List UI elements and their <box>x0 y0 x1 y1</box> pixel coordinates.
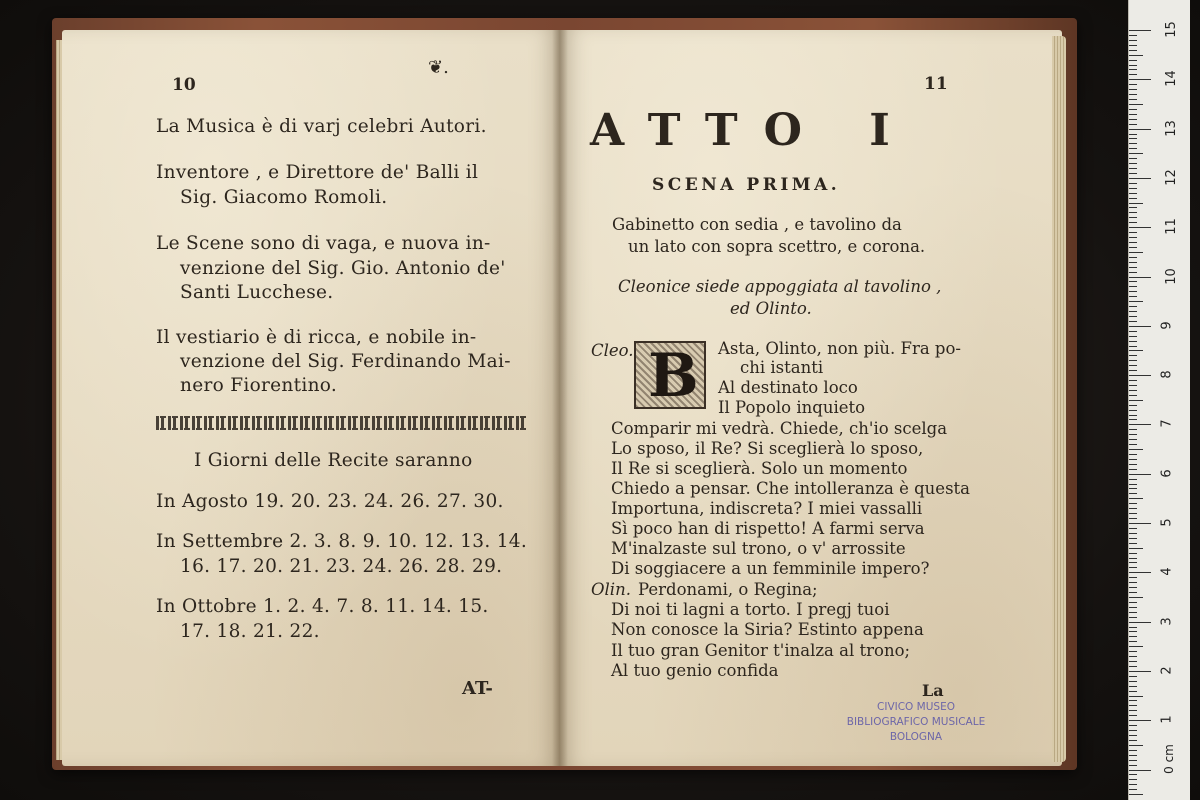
ruler-tick <box>1129 109 1137 110</box>
ruler-tick <box>1129 627 1137 628</box>
ruler-number: 6 <box>1159 469 1175 478</box>
ruler-tick <box>1129 582 1137 583</box>
ruler-tick <box>1129 390 1137 391</box>
ruler-tick <box>1129 370 1137 371</box>
ruler-tick <box>1129 587 1137 588</box>
ruler-tick <box>1129 755 1137 756</box>
ruler-tick <box>1129 464 1137 465</box>
ruler-tick <box>1129 232 1137 233</box>
stamp-line: CIVICO MUSEO <box>877 701 955 713</box>
ruler-tick <box>1129 222 1137 223</box>
ruler-tick <box>1129 173 1137 174</box>
ruler-tick <box>1129 415 1137 416</box>
ruler-tick <box>1129 617 1137 618</box>
ruler-tick <box>1129 40 1137 41</box>
right-page-number: 11 <box>924 74 948 94</box>
ruler-tick <box>1129 750 1137 751</box>
ruler-tick <box>1129 641 1137 642</box>
act-title: ATTO I <box>590 105 916 156</box>
speaker-olinto: Olin. <box>591 580 631 599</box>
ruler-tick <box>1129 45 1137 46</box>
credit-ballet-line2: Sig. Giacomo Romoli. <box>180 187 388 208</box>
ruler-tick <box>1129 681 1137 682</box>
scene-title: SCENA PRIMA. <box>652 175 841 195</box>
ruler-number: 11 <box>1163 218 1179 235</box>
ruler-tick <box>1129 227 1151 228</box>
ruler-tick <box>1129 774 1137 775</box>
ruler-tick <box>1129 35 1137 36</box>
ruler-tick <box>1129 484 1137 485</box>
ruler-tick <box>1129 646 1143 647</box>
credit-costumes-line2: venzione del Sig. Ferdinando Mai- <box>180 351 511 372</box>
stage-direction-1-line1: Gabinetto con sedia , e tavolino da <box>612 215 902 234</box>
ruler-tick <box>1129 262 1137 263</box>
ruler-tick <box>1129 745 1143 746</box>
verse-line: Lo sposo, il Re? Si sceglierà lo sposo, <box>611 439 924 458</box>
ruler-tick <box>1129 99 1137 100</box>
ruler-tick <box>1129 419 1137 420</box>
ruler-tick <box>1129 257 1137 258</box>
ruler-tick <box>1129 760 1137 761</box>
ornamental-divider <box>156 416 526 430</box>
ruler-tick <box>1129 715 1137 716</box>
verse-line: Sì poco han di rispetto! A farmi serva <box>611 519 925 538</box>
ruler-tick <box>1129 326 1151 327</box>
ruler-tick <box>1129 237 1137 238</box>
verse-line: Perdonami, o Regina; <box>638 580 818 599</box>
ruler-tick <box>1129 119 1137 120</box>
ruler-number: 9 <box>1159 321 1175 330</box>
ruler-tick <box>1129 65 1137 66</box>
ruler-tick <box>1129 252 1143 253</box>
drop-cap-initial <box>634 341 706 409</box>
ruler-tick <box>1129 454 1137 455</box>
ruler-tick <box>1129 523 1151 524</box>
ruler-tick <box>1129 592 1137 593</box>
ruler-tick <box>1129 691 1137 692</box>
ruler-tick <box>1129 188 1137 189</box>
ruler-tick <box>1129 163 1137 164</box>
drop-cap-letter: B <box>648 341 699 411</box>
stage-direction-2-line2: ed Olinto. <box>730 299 812 318</box>
ruler-number: 13 <box>1163 119 1179 137</box>
ruler-tick <box>1129 651 1137 652</box>
ruler-tick <box>1129 676 1137 677</box>
stage-direction-2-line1: Cleonice siede appoggiata al tavolino , <box>618 277 942 296</box>
ruler-tick <box>1129 321 1137 322</box>
ruler-number: 1 <box>1159 715 1175 724</box>
verse-line: Non conosce la Siria? Estinto appena <box>611 620 924 639</box>
dates-october-line1: In Ottobre 1. 2. 4. 7. 8. 11. 14. 15. <box>156 596 489 617</box>
credit-scenes-line3: Santi Lucchese. <box>180 282 334 303</box>
ruler-tick <box>1129 493 1137 494</box>
ruler-tick <box>1129 538 1137 539</box>
ruler-number: 8 <box>1159 370 1175 379</box>
ruler-tick <box>1129 129 1151 130</box>
ruler-tick <box>1129 30 1151 31</box>
credit-costumes-line3: nero Fiorentino. <box>180 375 338 396</box>
ruler-tick <box>1129 134 1137 135</box>
ruler-tick <box>1129 567 1137 568</box>
ruler-tick <box>1129 720 1151 721</box>
ruler-tick <box>1129 607 1137 608</box>
ruler-number: 12 <box>1163 169 1179 186</box>
book-gutter <box>552 30 568 766</box>
ruler-tick <box>1129 350 1143 351</box>
ruler-tick <box>1129 380 1137 381</box>
verse-line: Il tuo gran Genitor t'inalza al trono; <box>611 641 911 660</box>
ruler-tick <box>1129 346 1137 347</box>
ruler-number: 4 <box>1159 567 1175 576</box>
left-page-number: 10 <box>172 75 196 95</box>
ruler-tick <box>1129 331 1137 332</box>
verse-line: Il Popolo inquieto <box>718 398 866 417</box>
verse-line: Il Re si sceglierà. Solo un momento <box>611 459 908 478</box>
ruler-tick <box>1129 311 1137 312</box>
ruler-tick <box>1129 424 1151 425</box>
stage-direction-1-line2: un lato con sopra scettro, e corona. <box>628 237 926 256</box>
ruler-tick <box>1129 784 1137 785</box>
verse-line: Chiedo a pensar. Che intolleranza è questa <box>611 479 971 498</box>
ruler-tick <box>1129 385 1137 386</box>
ruler-tick <box>1129 429 1137 430</box>
header-ornament: ❦. <box>428 57 449 78</box>
verse-line: Di noi ti lagni a torto. I pregj tuoi <box>611 600 890 619</box>
left-page <box>62 30 560 766</box>
speaker-cleonice: Cleo. <box>591 341 634 360</box>
ruler-tick <box>1129 148 1137 149</box>
ruler-tick <box>1129 217 1137 218</box>
ruler-tick <box>1129 686 1137 687</box>
ruler-tick <box>1129 114 1137 115</box>
credit-music: La Musica è di varj celebri Autori. <box>156 116 487 137</box>
ruler-tick <box>1129 740 1137 741</box>
ruler-tick <box>1129 375 1151 376</box>
recitals-heading: I Giorni delle Recite saranno <box>194 450 473 471</box>
ruler-tick <box>1129 612 1137 613</box>
credit-scenes-line2: venzione del Sig. Gio. Antonio de' <box>180 258 506 279</box>
ruler-tick <box>1129 50 1137 51</box>
ruler-tick <box>1129 168 1137 169</box>
ruler-tick <box>1129 400 1143 401</box>
dates-august: In Agosto 19. 20. 23. 24. 26. 27. 30. <box>156 491 504 512</box>
ruler-tick <box>1129 518 1137 519</box>
right-page-edges <box>1052 36 1066 762</box>
ruler-number: 7 <box>1159 419 1175 429</box>
stamp-line: BIBLIOGRAFICO MUSICALE <box>846 716 986 728</box>
ruler-tick <box>1129 710 1137 711</box>
ruler-tick <box>1129 365 1137 366</box>
ruler-tick <box>1129 548 1143 549</box>
ruler-tick <box>1129 661 1137 662</box>
ruler-tick <box>1129 212 1137 213</box>
ruler-tick <box>1129 636 1137 637</box>
ruler-tick <box>1129 267 1137 268</box>
ruler-tick <box>1129 503 1137 504</box>
ruler-tick <box>1129 74 1137 75</box>
ruler-tick <box>1129 434 1137 435</box>
ruler-tick <box>1129 543 1137 544</box>
right-catchword: La <box>922 681 944 700</box>
ruler-tick <box>1129 104 1143 105</box>
ruler-tick <box>1129 508 1137 509</box>
ruler-tick <box>1129 207 1137 208</box>
ruler-tick <box>1129 84 1137 85</box>
ruler-tick <box>1129 336 1137 337</box>
ruler-tick <box>1129 730 1137 731</box>
ruler-tick <box>1129 306 1137 307</box>
verse-line: Importuna, indiscreta? I miei vassalli <box>611 499 923 518</box>
ruler-tick <box>1129 696 1143 697</box>
ruler-tick <box>1129 60 1137 61</box>
ruler-tick <box>1129 602 1137 603</box>
ruler-tick <box>1129 558 1137 559</box>
verse-line: Asta, Olinto, non più. Fra po- <box>718 339 961 358</box>
ruler-tick <box>1129 158 1137 159</box>
ruler-tick <box>1129 410 1137 411</box>
library-stamp <box>836 700 996 745</box>
ruler-tick <box>1129 277 1151 278</box>
ruler-tick <box>1129 79 1151 80</box>
ruler-tick <box>1129 89 1137 90</box>
measuring-ruler <box>1128 0 1190 800</box>
ruler-tick <box>1129 178 1151 179</box>
ruler-tick <box>1129 479 1137 480</box>
ruler-tick <box>1129 193 1137 194</box>
ruler-tick <box>1129 779 1137 780</box>
ruler-tick <box>1129 143 1137 144</box>
ruler-tick <box>1129 533 1137 534</box>
ruler-tick <box>1129 577 1137 578</box>
dates-october-line2: 17. 18. 21. 22. <box>180 621 320 642</box>
ruler-tick <box>1129 444 1137 445</box>
ruler-tick <box>1129 203 1143 204</box>
ruler-tick <box>1129 439 1137 440</box>
ruler-number: 2 <box>1159 666 1175 675</box>
dates-september-line1: In Settembre 2. 3. 8. 9. 10. 12. 13. 14. <box>156 531 528 552</box>
ruler-tick <box>1129 449 1143 450</box>
ruler-number: 14 <box>1163 70 1179 88</box>
ruler-tick <box>1129 488 1137 489</box>
ruler-tick <box>1129 316 1137 317</box>
ruler-tick <box>1129 360 1137 361</box>
ruler-tick <box>1129 789 1137 790</box>
ruler-tick <box>1129 469 1137 470</box>
verse-line: Comparir mi vedrà. Chiede, ch'io scelga <box>611 419 948 438</box>
ruler-unit-label: 0 cm <box>1161 744 1176 774</box>
stamp-line: BOLOGNA <box>889 731 943 743</box>
ruler-tick <box>1129 794 1143 795</box>
ruler-tick <box>1129 631 1137 632</box>
ruler-tick <box>1129 498 1143 499</box>
ruler-tick <box>1129 341 1137 342</box>
ruler-tick <box>1129 281 1137 282</box>
verse-line: Di soggiacere a un femminile impero? <box>611 559 930 578</box>
ruler-tick <box>1129 562 1137 563</box>
dates-september-line2: 16. 17. 20. 21. 23. 24. 26. 28. 29. <box>180 556 503 577</box>
ruler-tick <box>1129 553 1137 554</box>
ruler-tick <box>1129 735 1137 736</box>
ruler-number: 10 <box>1163 267 1179 285</box>
ruler-tick <box>1129 622 1151 623</box>
ruler-tick <box>1129 242 1137 243</box>
ruler-tick <box>1129 69 1137 70</box>
verse-line: M'inalzaste sul trono, o v' arrossite <box>611 539 906 558</box>
ruler-tick <box>1129 291 1137 292</box>
ruler-tick <box>1129 765 1137 766</box>
ruler-tick <box>1129 671 1151 672</box>
ruler-tick <box>1129 700 1137 701</box>
ruler-tick <box>1129 666 1137 667</box>
ruler-number: 3 <box>1159 616 1175 626</box>
ruler-tick <box>1129 94 1137 95</box>
verse-line: Al destinato loco <box>718 378 858 397</box>
ruler-tick <box>1129 55 1143 56</box>
ruler-tick <box>1129 198 1137 199</box>
ruler-tick <box>1129 725 1137 726</box>
ruler-tick <box>1129 247 1137 248</box>
ruler-tick <box>1129 153 1143 154</box>
ruler-tick <box>1129 272 1137 273</box>
ruler-tick <box>1129 572 1151 573</box>
ruler-tick <box>1129 459 1137 460</box>
credit-costumes-line1: Il vestiario è di ricca, e nobile in- <box>156 327 477 348</box>
ruler-tick <box>1129 395 1137 396</box>
ruler-tick <box>1129 124 1137 125</box>
ruler-tick <box>1129 183 1137 184</box>
ruler-tick <box>1129 656 1137 657</box>
ruler-tick <box>1129 296 1137 297</box>
ruler-tick <box>1129 705 1137 706</box>
verse-line: chi istanti <box>740 358 824 377</box>
ruler-tick <box>1129 513 1137 514</box>
credit-scenes-line1: Le Scene sono di vaga, e nuova in- <box>156 233 491 254</box>
ruler-tick <box>1129 138 1137 139</box>
ruler-tick <box>1129 528 1137 529</box>
ruler-number: 5 <box>1159 518 1175 527</box>
ruler-tick <box>1129 301 1143 302</box>
credit-ballet-line1: Inventore , e Direttore de' Balli il <box>156 162 479 183</box>
ruler-number: 15 <box>1163 21 1179 38</box>
ruler-tick <box>1129 355 1137 356</box>
left-catchword: AT- <box>462 678 493 699</box>
ruler-tick <box>1129 405 1137 406</box>
verse-line: Al tuo genio confida <box>611 661 779 680</box>
ruler-tick <box>1129 770 1151 771</box>
ruler-tick <box>1129 286 1137 287</box>
ruler-tick <box>1129 474 1151 475</box>
ruler-tick <box>1129 597 1143 598</box>
